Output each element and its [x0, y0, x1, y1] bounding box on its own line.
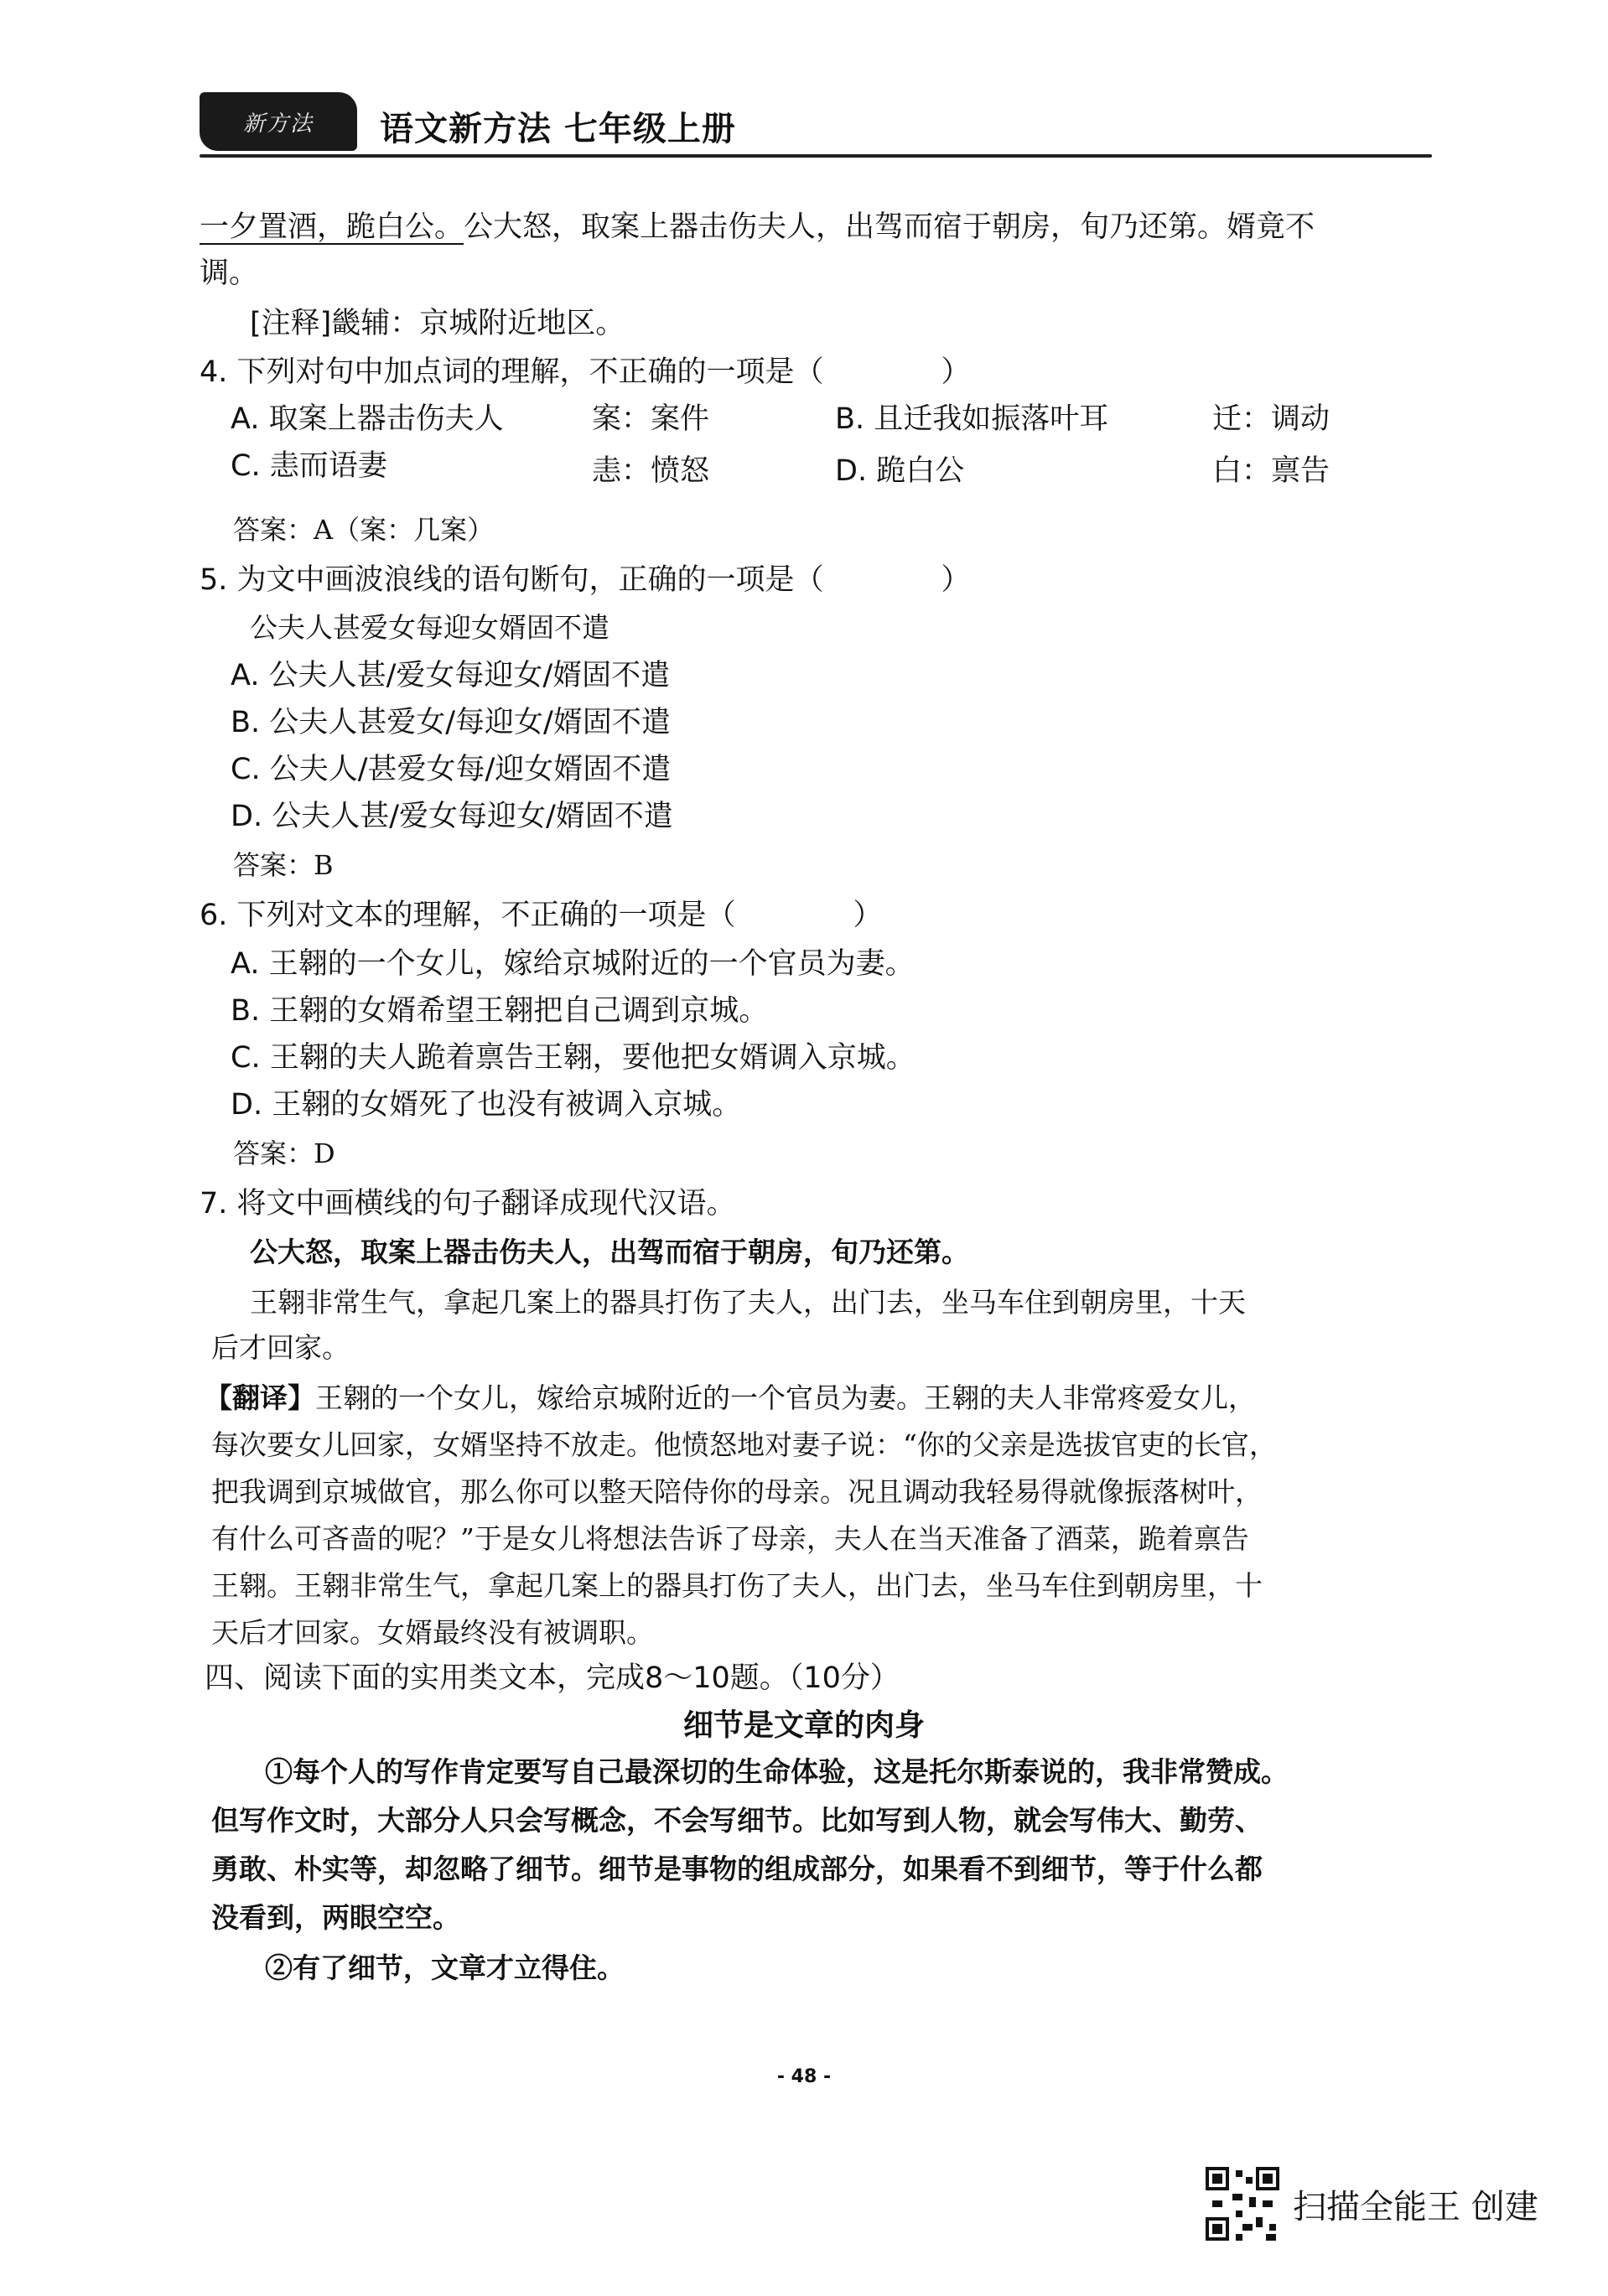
q5-option-c: C. 公夫人/甚爱女每/迎女婿固不遣 — [231, 753, 672, 786]
scanner-watermark — [1206, 2167, 1558, 2244]
header-divider — [200, 154, 1432, 158]
q6-option-b: B. 王翱的女婿希望王翱把自己调到京城。 — [231, 994, 769, 1028]
page-number: - 48 - — [776, 2066, 832, 2087]
q5-answer: 答案：B — [233, 849, 334, 881]
q4-option-b: B. 且迁我如振落叶耳 — [835, 402, 1109, 436]
q4-option-c-gloss: 恚：愤怒 — [592, 454, 710, 488]
q4-option-a-gloss: 案：案件 — [592, 402, 710, 436]
q4-option-c: C. 恚而语妻 — [231, 449, 387, 483]
q6-option-a: A. 王翱的一个女儿，嫁给京城附近的一个官员为妻。 — [231, 947, 915, 981]
translation-line-3: 把我调到京城做官，那么你可以整天陪侍你的母亲。况且调动我轻易得就像振落树叶， — [211, 1475, 1263, 1508]
q4-option-d-gloss: 白：禀告 — [1212, 454, 1330, 488]
q5-sentence: 公夫人甚爱女每迎女婿固不遣 — [250, 611, 609, 644]
underlined-phrase: 一夕置酒，跪白公。 — [200, 210, 464, 244]
q5-option-b: B. 公夫人甚爱女/每迎女/婿固不遣 — [231, 706, 671, 739]
q6-option-c: C. 王翱的夫人跪着禀告王翱，要他把女婿调入京城。 — [231, 1041, 916, 1075]
brand-logo — [200, 92, 357, 151]
logo-text: 新方法 — [242, 111, 314, 137]
question-4-stem: 4. 下列对句中加点词的理解，不正确的一项是（ ） — [200, 355, 971, 389]
q7-sentence: 公大怒，取案上器击伤夫人，出驾而宿于朝房，旬乃还第。 — [250, 1236, 969, 1268]
q5-option-d: D. 公夫人甚/爱女每迎女/婿固不遣 — [231, 800, 673, 833]
article-para-1-line-4: 没看到，两眼空空。 — [211, 1901, 460, 1934]
section-4-heading: 四、阅读下面的实用类文本，完成8～10题。（10分） — [205, 1661, 900, 1695]
page-header — [200, 91, 1432, 163]
passage-line-1-rest: 公大怒，取案上器击伤夫人，出驾而宿于朝房，旬乃还第。婿竟不 — [464, 210, 1315, 244]
qr-code-icon — [1206, 2167, 1279, 2241]
translation-line-2: 每次要女儿回家，女婿坚持不放走。他愤怒地对妻子说：“你的父亲是选拔官吏的长官， — [211, 1428, 1277, 1461]
translation-line-1-text: 王翱的一个女儿，嫁给京城附近的一个官员为妻。王翱的夫人非常疼爱女儿， — [315, 1381, 1256, 1414]
question-5-stem: 5. 为文中画波浪线的语句断句，正确的一项是（ ） — [200, 563, 971, 597]
article-para-1-line-1: ①每个人的写作肯定要写自己最深切的生命体验，这是托尔斯泰说的，我非常赞成。 — [265, 1755, 1289, 1788]
translation-line-1 — [205, 1378, 1256, 1418]
q4-option-b-gloss: 迁：调动 — [1212, 402, 1330, 436]
question-7-stem: 7. 将文中画横线的句子翻译成现代汉语。 — [200, 1187, 736, 1221]
article-para-2: ②有了细节，文章才立得住。 — [265, 1951, 625, 1984]
article-para-1-line-2: 但写作文时，大部分人只会写概念，不会写细节。比如写到人物，就会写伟大、勤劳、 — [211, 1804, 1263, 1837]
q6-answer: 答案：D — [233, 1138, 335, 1169]
article-para-1-line-3: 勇敢、朴实等，却忽略了细节。细节是事物的组成部分，如果看不到细节，等于什么都 — [211, 1853, 1263, 1885]
q4-answer: 答案：A（案：几案） — [233, 514, 495, 546]
q7-answer-line-2: 后才回家。 — [211, 1331, 350, 1364]
question-6-stem: 6. 下列对文本的理解，不正确的一项是（ ） — [200, 899, 883, 932]
translation-line-4: 有什么可吝啬的呢？”于是女儿将想法告诉了母亲，夫人在当天准备了酒菜，跪着禀告 — [211, 1522, 1249, 1555]
annotation-note: [注释]畿辅：京城附近地区。 — [250, 307, 625, 340]
article-title: 细节是文章的肉身 — [682, 1708, 925, 1743]
translation-label: 【翻译】 — [205, 1381, 315, 1414]
q7-answer-line-1: 王翱非常生气，拿起几案上的器具打伤了夫人，出门去，坐马车住到朝房里，十天 — [250, 1286, 1246, 1319]
q6-option-d: D. 王翱的女婿死了也没有被调入京城。 — [231, 1088, 742, 1122]
watermark-text: 扫描全能王 创建 — [1293, 2188, 1538, 2226]
translation-line-6: 天后才回家。女婿最终没有被调职。 — [211, 1616, 654, 1649]
q5-option-a: A. 公夫人甚/爱女每迎女/婿固不遣 — [231, 659, 671, 692]
book-title: 语文新方法 七年级上册 — [380, 110, 736, 148]
q4-option-a: A. 取案上器击伤夫人 — [231, 402, 504, 436]
translation-line-5: 王翱。王翱非常生气，拿起几案上的器具打伤了夫人，出门去，坐马车住到朝房里，十 — [211, 1569, 1263, 1602]
q4-option-d: D. 跪白公 — [835, 454, 965, 488]
passage-line-1 — [200, 207, 1315, 247]
passage-line-2: 调。 — [200, 257, 259, 290]
